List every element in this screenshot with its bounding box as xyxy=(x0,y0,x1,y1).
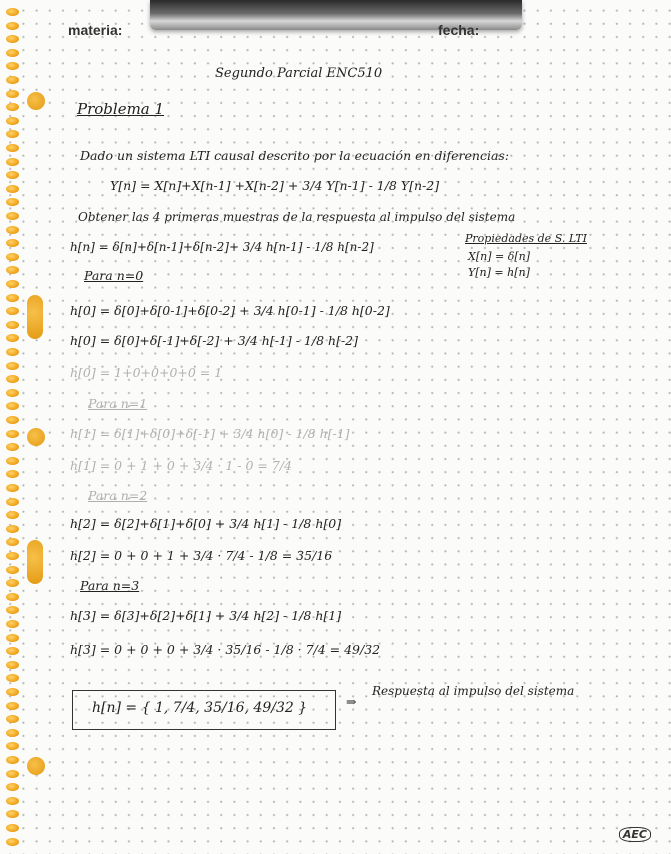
spiral-ring xyxy=(6,742,19,750)
problem-statement: Dado un sistema LTI causal descrito por la ecuación en diferencias: xyxy=(80,148,510,163)
binder-hole xyxy=(27,295,43,339)
spiral-ring xyxy=(6,634,19,642)
spiral-ring xyxy=(6,49,19,57)
problem-task: Obtener las 4 primeras muestras de la respuesta al impulso del sistema xyxy=(78,210,516,224)
property-output: Y[n] = h[n] xyxy=(468,266,530,279)
spiral-ring xyxy=(6,552,19,560)
h0-step2: h[0] = δ[0]+δ[-1]+δ[-2] + 3/4 h[-1] - 1/8 h[-2] xyxy=(70,333,359,348)
h0-step1: h[0] = δ[0]+δ[0-1]+δ[0-2] + 3/4 h[0-1] - 1/8 h[0-2] xyxy=(70,303,390,318)
property-input: X[n] = δ[n] xyxy=(468,250,530,263)
spiral-ring xyxy=(6,797,19,805)
spiral-ring xyxy=(6,783,19,791)
spiral-ring xyxy=(6,824,19,832)
spiral-ring xyxy=(6,294,19,302)
spiral-ring xyxy=(6,239,19,247)
spiral-ring xyxy=(6,362,19,370)
spiral-ring xyxy=(6,389,19,397)
spiral-ring xyxy=(6,22,19,30)
spiral-ring xyxy=(6,90,19,98)
spiral-ring xyxy=(6,8,19,16)
problem-heading: Problema 1 xyxy=(77,100,165,118)
h0-result: h[0] = 1+0+0+0+0 = 1 xyxy=(70,365,223,380)
spiral-ring xyxy=(6,688,19,696)
spiral-ring xyxy=(6,484,19,492)
spiral-ring xyxy=(6,144,19,152)
spiral-ring xyxy=(6,253,19,261)
spiral-ring xyxy=(6,498,19,506)
h1-result: h[1] = 0 + 1 + 0 + 3/4 · 1 - 0 = 7/4 xyxy=(70,458,292,473)
final-result: h[n] = { 1, 7/4, 35/16, 49/32 } xyxy=(92,700,308,716)
result-label: Respuesta al impulso del sistema xyxy=(372,684,575,698)
case-n0: Para n=0 xyxy=(84,268,144,283)
spiral-ring xyxy=(6,579,19,587)
spiral-ring xyxy=(6,158,19,166)
spiral-ring xyxy=(6,538,19,546)
spiral-ring xyxy=(6,35,19,43)
result-arrow: ⇒ xyxy=(346,694,357,709)
spiral-ring xyxy=(6,810,19,818)
spiral-ring xyxy=(6,212,19,220)
impulse-equation: h[n] = δ[n]+δ[n-1]+δ[n-2]+ 3/4 h[n-1] - 1/8 h[n-2] xyxy=(70,240,374,254)
spiral-ring xyxy=(6,593,19,601)
spiral-ring xyxy=(6,457,19,465)
h3-result: h[3] = 0 + 0 + 0 + 3/4 · 35/16 - 1/8 · 7/4 = 49/32 xyxy=(70,642,381,657)
spiral-ring xyxy=(6,198,19,206)
h2-step1: h[2] = δ[2]+δ[1]+δ[0] + 3/4 h[1] - 1/8 h[0] xyxy=(70,516,342,531)
binder-hole xyxy=(27,757,45,775)
h3-step1: h[3] = δ[3]+δ[2]+δ[1] + 3/4 h[2] - 1/8 h[1] xyxy=(70,608,342,623)
spiral-binding xyxy=(0,0,26,854)
spiral-ring xyxy=(6,511,19,519)
binder-hole xyxy=(27,92,45,110)
spiral-ring xyxy=(6,606,19,614)
binder-hole xyxy=(27,428,45,446)
h1-step1: h[1] = δ[1]+δ[0]+δ[-1] + 3/4 h[0] - 1/8 h[-1] xyxy=(70,426,350,441)
spiral-ring xyxy=(6,770,19,778)
spiral-ring xyxy=(6,430,19,438)
spiral-ring xyxy=(6,334,19,342)
case-n2: Para n=2 xyxy=(88,488,148,503)
spiral-ring xyxy=(6,402,19,410)
page-title: Segundo Parcial ENC510 xyxy=(215,66,383,81)
spiral-ring xyxy=(6,103,19,111)
spiral-ring xyxy=(6,348,19,356)
spiral-ring xyxy=(6,171,19,179)
spiral-ring xyxy=(6,416,19,424)
case-n3: Para n=3 xyxy=(80,578,140,593)
fecha-label: fecha: xyxy=(438,22,480,38)
spiral-ring xyxy=(6,117,19,125)
spiral-ring xyxy=(6,307,19,315)
spiral-ring xyxy=(6,702,19,710)
spiral-ring xyxy=(6,525,19,533)
spiral-ring xyxy=(6,715,19,723)
binder-hole xyxy=(27,540,43,584)
spiral-ring xyxy=(6,470,19,478)
case-n1: Para n=1 xyxy=(88,396,148,411)
spiral-ring xyxy=(6,756,19,764)
spiral-ring xyxy=(6,838,19,846)
difference-equation: Y[n] = X[n]+X[n-1] +X[n-2] + 3/4 Y[n-1] - 1/8 Y[n-2] xyxy=(110,178,440,193)
spiral-ring xyxy=(6,280,19,288)
spiral-ring xyxy=(6,266,19,274)
h2-result: h[2] = 0 + 0 + 1 + 3/4 · 7/4 - 1/8 = 35/16 xyxy=(70,548,333,563)
spiral-ring xyxy=(6,647,19,655)
spiral-ring xyxy=(6,375,19,383)
spiral-ring xyxy=(6,185,19,193)
spiral-ring xyxy=(6,226,19,234)
spiral-ring xyxy=(6,674,19,682)
spiral-ring xyxy=(6,321,19,329)
spiral-ring xyxy=(6,130,19,138)
materia-label: materia: xyxy=(68,22,123,38)
properties-title: Propiedades de S. LTI xyxy=(465,232,587,245)
spiral-ring xyxy=(6,62,19,70)
spiral-ring xyxy=(6,566,19,574)
spiral-ring xyxy=(6,729,19,737)
spiral-ring xyxy=(6,661,19,669)
spiral-ring xyxy=(6,620,19,628)
spiral-ring xyxy=(6,76,19,84)
brand-logo: AEC xyxy=(619,827,651,842)
spiral-ring xyxy=(6,443,19,451)
